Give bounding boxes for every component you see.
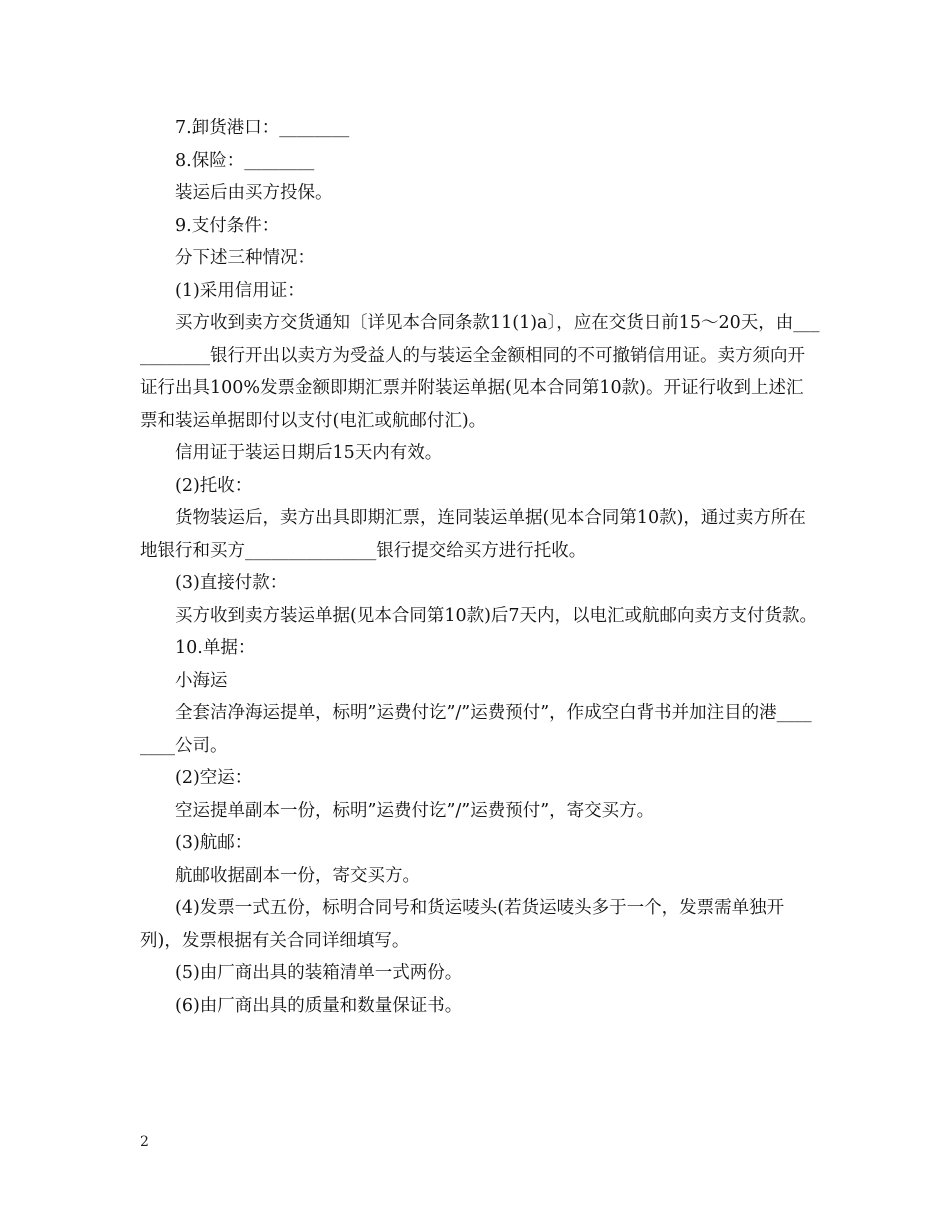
- paragraph-air-heading: (2)空运：: [175, 768, 253, 788]
- paragraph-packing-list: (5)由厂商出具的装箱清单一式两份。: [175, 963, 463, 983]
- paragraph-airmail-heading: (3)航邮：: [175, 833, 253, 853]
- page-number: 2: [140, 1134, 149, 1150]
- contract-text: [140, 112, 820, 1022]
- paragraph-payment-terms: 9.支付条件：: [175, 215, 280, 236]
- paragraph-three-cases: 分下述三种情况：: [175, 248, 315, 268]
- paragraph-unloading-port: 7.卸货港口：________: [175, 118, 350, 138]
- paragraph-invoice: (4)发票一式五份，标明合同号和货运唛头(若货运唛头多于一个，发票需单独开列)，发票根据有关合同详细填写。: [140, 898, 785, 951]
- paragraph-direct-payment-heading: (3)直接付款：: [175, 573, 288, 593]
- paragraph-insurance-note: 装运后由买方投保。: [175, 183, 333, 203]
- paragraph-direct-payment-body: 买方收到卖方装运单据(见本合同第10款)后7天内，以电汇或航邮向卖方支付货款。: [175, 605, 818, 626]
- paragraph-air-body: 空运提单副本一份，标明”运费付讫”/”运费预付”，寄交买方。: [175, 800, 655, 821]
- paragraph-collection-heading: (2)托收：: [175, 475, 253, 496]
- paragraph-collection-body: 货物装运后，卖方出具即期汇票，连同装运单据(见本合同第10款)，通过卖方所在地银行和买方_______________银行提交给买方进行托收。: [140, 508, 806, 561]
- paragraph-ocean-heading: 小海运: [175, 670, 228, 691]
- paragraph-quality-certificate: (6)由厂商出具的质量和数量保证书。: [175, 995, 463, 1016]
- paragraph-ocean-body: 全套洁净海运提单，标明”运费付讫”/”运费预付”，作成空白背书并加注目的港________公司。: [140, 703, 812, 756]
- paragraph-letter-of-credit-heading: (1)采用信用证：: [175, 280, 305, 301]
- paragraph-airmail-body: 航邮收据副本一份，寄交买方。: [175, 865, 420, 886]
- paragraph-credit-validity: 信用证于装运日期后15天内有效。: [175, 443, 443, 463]
- paragraph-letter-of-credit-body: 买方收到卖方交货通知〔详见本合同条款11(1)a〕，应在交货日前15～20天，由___________银行开出以卖方为受益人的与装运全金额相同的不可撤销信用证。卖方须向开证行出具100%发票金额即期汇票并附装运单据(见本合同第10款)。开证行收到上述汇票和装运单据即付以支付(电汇或航邮付汇)。: [140, 313, 820, 431]
- paragraph-insurance: 8.保险：________: [175, 150, 315, 171]
- paragraph-documents-heading: 10.单据：: [175, 638, 256, 658]
